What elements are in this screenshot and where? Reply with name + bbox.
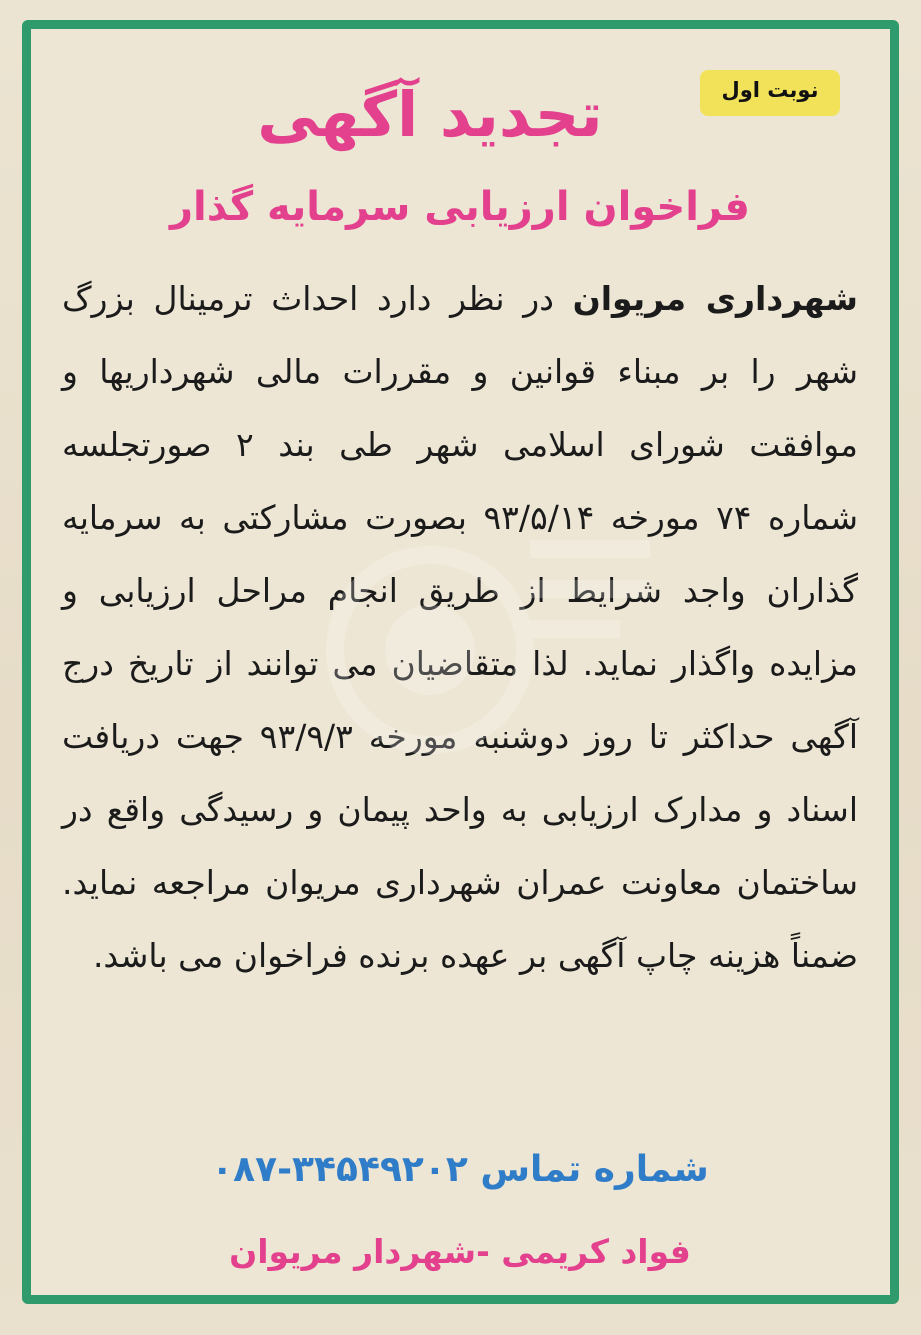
round-badge: نوبت اول <box>700 70 840 116</box>
notice-body <box>62 262 858 1152</box>
contact-label: شماره تماس <box>480 1149 709 1190</box>
notice-title: تجدید آگهی <box>257 78 603 151</box>
contact-number: ۰۸۷-۳۴۵۴۹۲۰۲ <box>211 1149 468 1190</box>
contact-line <box>150 1135 770 1205</box>
notice-subtitle: فراخوان ارزیابی سرمایه گذار <box>170 184 750 230</box>
municipality-name: شهرداری مریوان <box>572 279 858 318</box>
signature-line: فواد کریمی -شهردار مریوان <box>229 1232 691 1271</box>
notice-body-text: در نظر دارد احداث ترمینال بزرگ شهر را بر مبناء قوانین و مقررات مالی شهرداریها و موافقت شورای اسلامی شهر طی بند ۲ صورتجلسه شماره ۷۴ مورخه ۹۳/۵/۱۴ بصورت مشارکتی به سرمایه گذاران واجد شرایط از طریق انجام مراحل ارزیابی و مزایده واگذار نماید. لذا متقاضیان می توانند از تاریخ درج آگهی حداکثر تا روز دوشنبه مورخه ۹۳/۹/۳ جهت دریافت اسناد و مدارک ارزیابی به واحد پیمان و رسیدگی واقع در ساختمان معاونت عمران شهرداری مریوان مراجعه نماید. ضمناً هزینه چاپ آگهی بر عهده برنده فراخوان می باشد. <box>62 279 859 975</box>
